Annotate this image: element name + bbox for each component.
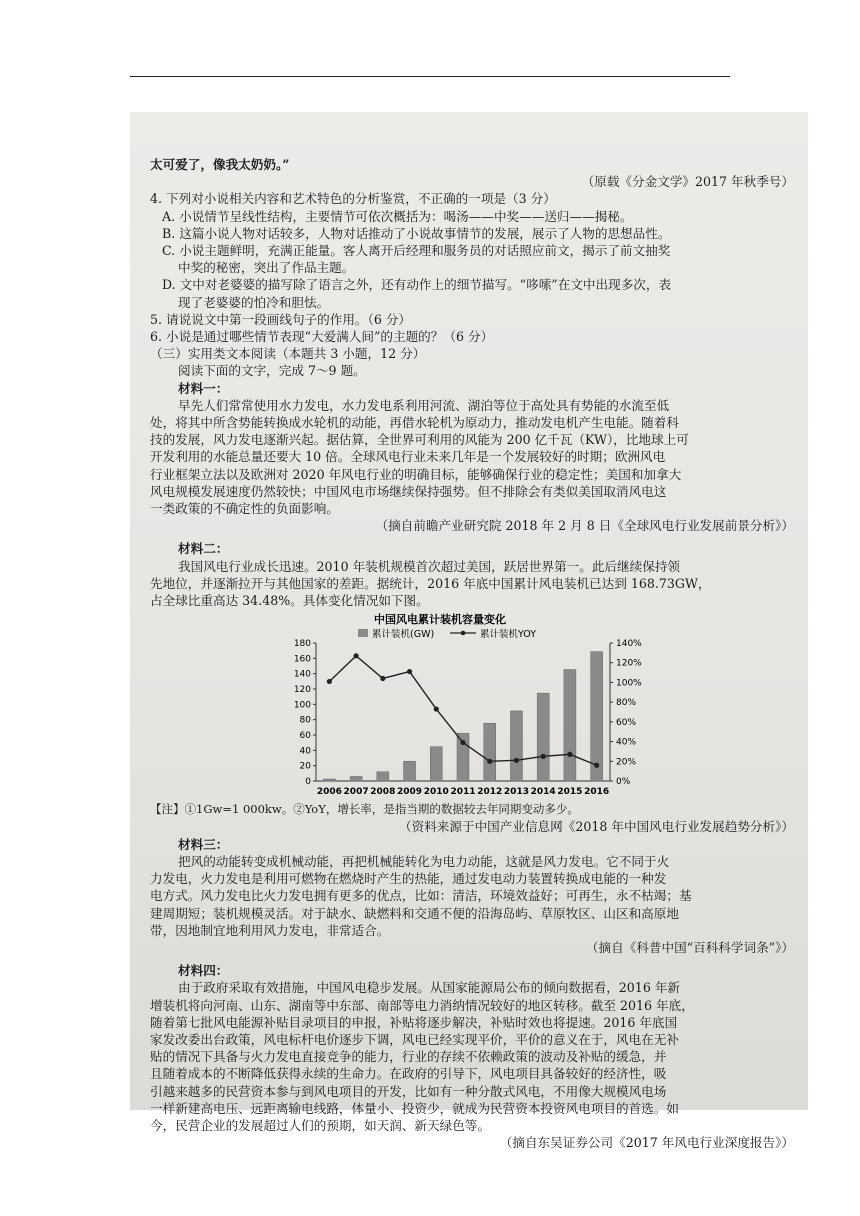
yoy-point [407,669,412,674]
option-d: D. 文中对老婆婆的描写除了语言之外，还有动作上的细节描写。“哆嗦”在文中出现多次，表 [162,277,672,293]
material-4-line: 随着第七批风电能源补贴目录项目的申报，补贴将逐步解决，补贴时效也将提速。2016 年底国 [150,1014,678,1030]
category-label: 2015 [557,787,583,798]
source-citation: （原载《分金文学》2017 年秋季号） [581,174,794,190]
material-4-line: 由于政府采取有效措施，中国风电稳步发展。从国家能源局公布的倾向数据看，2016 年新 [178,980,681,996]
category-label: 2008 [370,787,396,798]
bar [323,779,335,781]
material-4-title: 材料四： [178,963,229,979]
material-1-line: 风电规模发展速度仍然较快；中国风电市场继续保持强势。但不排除会有类似美国取消风电这 [150,483,667,499]
material-4-line: 家发改委出台政策，风电标杆电价逐步下调，风电已经实现平价，平价的意义在于，风电在无补 [150,1031,679,1047]
chart-legend [358,628,536,640]
left-tick-label: 0 [305,777,311,788]
material-1-line: 早先人们常常使用水力发电，水力发电系利用河流、湖泊等位于高处具有势能的水流至低 [178,397,670,413]
wind-capacity-chart [280,613,800,801]
left-tick-label: 140 [293,669,311,680]
material-3-line: 把风的动能转变成机械动能，再把机械能转化为电力动能，这就是风力发电。它不同于火 [178,853,670,869]
material-4-line: 贴的情况下具备与火力发电直接竞争的能力，行业的存续不依赖政策的波动及补贴的缓急，并 [150,1049,667,1065]
yoy-point [594,763,599,768]
chart-svg [280,613,800,801]
yoy-point [460,740,465,745]
bar [564,670,576,781]
category-label: 2016 [584,787,610,798]
material-4-line: 引越来越多的民营资本参与到风电项目的开发，比如有一种分散式风电，不用像大规模风电场 [150,1083,667,1099]
bar [350,777,362,782]
category-label: 2013 [503,787,529,798]
material-4-source: （摘自东吴证券公司《2017 年风电行业深度报告》） [499,1135,794,1151]
category-label: 2011 [450,787,476,798]
category-label: 2012 [477,787,503,798]
material-4-line: 且随着成本的不断降低获得永续的生命力。在政府的引导下，风电项目具备较好的经济性，吸 [150,1066,667,1082]
yoy-point [327,679,332,684]
material-3-line: 带，因地制宜地利用风力发电，非常适合。 [150,922,390,938]
bar [537,693,549,781]
left-tick-label: 80 [299,715,311,726]
left-tick-label: 40 [299,746,311,757]
right-tick-label: 0% [616,777,631,788]
instruction: 阅读下面的文字，完成 7～9 题。 [178,363,366,379]
exam-page-photo [130,112,808,1151]
right-tick-label: 60% [616,718,637,729]
text-line: 太可爱了，像我太奶奶。” [150,157,290,172]
material-2-line: 占全球比重高达 34.48%。具体变化情况如下图。 [150,593,429,609]
option-d-cont: 现了老婆婆的怕冷和胆怯。 [178,294,330,310]
question-6: 6. 小说是通过哪些情节表现“大爱满人间”的主题的？（6 分） [150,329,494,345]
legend-marker [461,631,466,636]
left-tick-label: 20 [299,761,311,772]
right-tick-label: 140% [616,639,642,650]
material-1-line: 行业框架立法以及欧洲对 2020 年风电行业的明确目标，能够确保行业的稳定性；美国和加拿大 [150,466,682,482]
legend-label-line: 累计装机YOY [480,629,537,641]
material-4-line: 一样新建高电压、远距离输电线路，体量小、投资少，就成为民营资本投资风电项目的首选。如 [150,1100,679,1116]
legend-swatch-bar [358,629,368,637]
category-label: 2014 [530,787,556,798]
material-3-line: 建周期短；装机规模灵活。对于缺水、缺燃料和交通不便的沿海岛屿、草原牧区、山区和高原地 [150,905,679,921]
left-tick-label: 180 [293,639,311,650]
material-1-line: 处，将其中所含势能转换成水轮机的动能，再借水轮机为原动力，推动发电机产生电能。随着科 [150,415,679,431]
material-4-line: 今，民营企业的发展超过人们的预期，如天润、新天绿色等。 [150,1117,491,1133]
right-tick-label: 40% [616,737,637,748]
material-1-line: 一类政策的不确定性的负面影响。 [150,501,339,517]
option-c: C. 小说主题鲜明，充满正能量。客人离开后经理和服务员的对话照应前文，揭示了前文抽奖 [162,243,671,259]
left-tick-label: 100 [293,700,311,711]
right-tick-label: 100% [616,678,642,689]
category-label: 2007 [343,787,369,798]
option-c-cont: 中奖的秘密，突出了作品主题。 [178,260,355,276]
material-4-line: 增装机将向河南、山东、湖南等中东部、南部等电力消纳情况较好的地区转移。截至 2016 年底， [150,997,694,1013]
right-tick-label: 20% [616,757,637,768]
category-label: 2009 [397,787,423,798]
question-5: 5. 请说说文中第一段画线句子的作用。（6 分） [150,311,412,327]
bar [404,762,416,782]
bar [591,652,603,781]
material-3-source: （摘自《科普中国“百科科学词条”》） [585,939,794,955]
chart-title: 中国风电累计装机容量变化 [374,613,506,627]
material-3-line: 电方式。风力发电比火力发电拥有更多的优点，比如：清洁，环境效益好；可再生，永不枯竭；基 [150,888,692,904]
bar [377,772,389,781]
category-label: 2010 [423,787,449,798]
material-2-source: （资料来源于中国产业信息网《2018 年中国风电行业发展趋势分析》） [399,819,794,835]
right-tick-label: 80% [616,698,637,709]
left-tick-label: 60 [299,731,311,742]
material-2-title: 材料二： [178,541,229,557]
material-1-title: 材料一： [178,380,229,396]
left-tick-label: 160 [293,654,311,665]
category-label: 2006 [316,787,342,798]
bar [510,711,522,781]
material-1-line: 开发利用的水能总量还要大 10 倍。全球风电行业未来几年是一个发展较好的时期；欧洲风电 [150,449,666,465]
chart-note: 【注】①1Gw=1 000kw。②YoY，增长率，是指当期的数据较去年同期变动多少。 [150,802,579,817]
yoy-point [487,759,492,764]
material-3-title: 材料三： [178,836,229,852]
material-2-line: 先地位，并逐渐拉开与其他国家的差距。据统计，2016 年底中国累计风电装机已达到 168.73GW， [150,575,711,591]
right-tick-label: 120% [616,658,642,669]
material-3-line: 力发电，火力发电是利用可燃物在燃烧时产生的热能，通过发电动力装置转换成电能的一种发 [150,871,667,887]
yoy-point [541,754,546,759]
material-1-source: （摘自前瞻产业研究院 2018 年 2 月 8 日《全球风电行业发展前景分析》） [375,518,794,534]
material-1-line: 技的发展，风力发电逐渐兴起。据估算，全世界可利用的风能为 200 亿千瓦（KW），比地球上可 [150,432,689,448]
bar [430,747,442,781]
bar [484,724,496,782]
left-tick-label: 120 [293,685,311,696]
legend-label-bar: 累计装机(GW) [372,629,435,641]
yoy-point [434,707,439,712]
plot-area [294,639,642,797]
option-a: A. 小说情节呈线性结构，主要情节可依次概括为：喝汤——中奖——送归——揭秘。 [162,208,633,224]
material-2-line: 我国风电行业成长迅速。2010 年装机规模首次超过美国，跃居世界第一。此后继续保持领 [178,558,681,574]
yoy-point [567,752,572,757]
option-b: B. 这篇小说人物对话较多，人物对话推动了小说故事情节的发展，展示了人物的思想品性。 [162,225,671,241]
yoy-point [353,653,358,658]
yoy-point [514,758,519,763]
question-4: 4. 下列对小说相关内容和艺术特色的分析鉴赏，不正确的一项是（3 分） [150,191,556,207]
header-rule [130,76,730,77]
yoy-point [380,676,385,681]
section-3-heading: （三）实用类文本阅读（本题共 3 小题，12 分） [150,346,426,362]
